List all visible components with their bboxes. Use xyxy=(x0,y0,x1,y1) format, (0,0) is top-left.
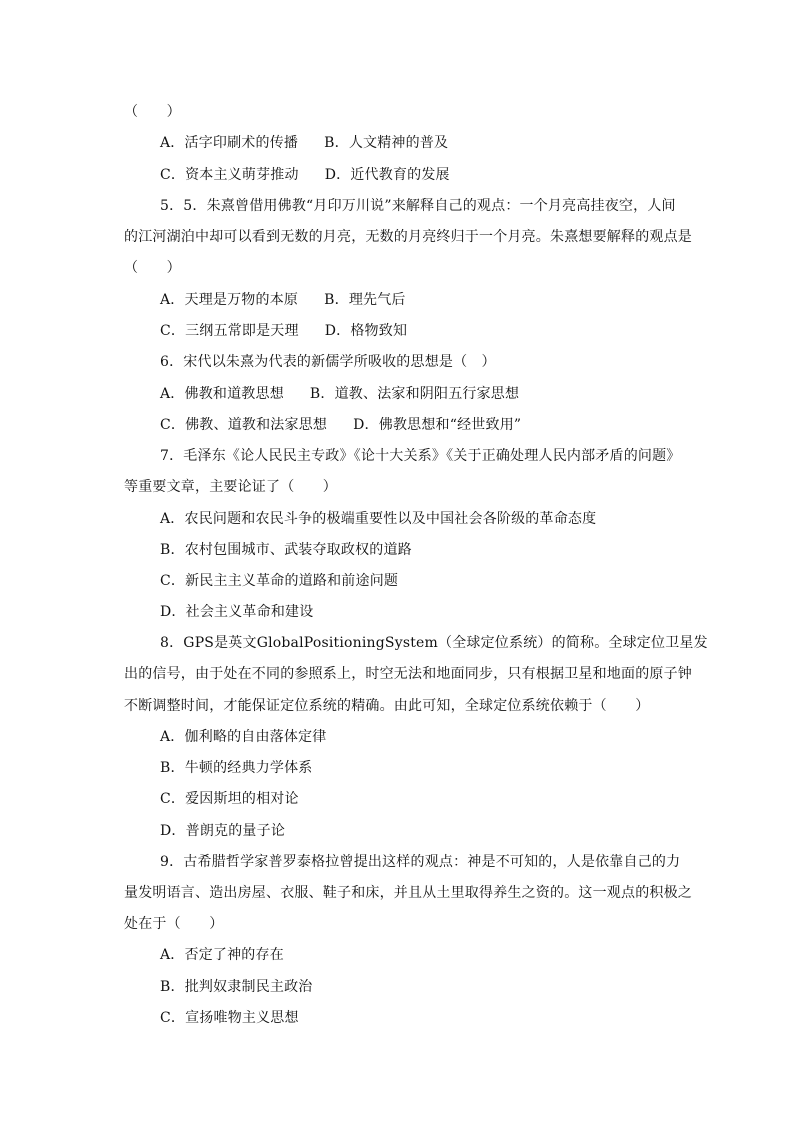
q4-option-b: B．人文精神的普及 xyxy=(324,135,449,151)
q6-option-b: B．道教、法家和阴阳五行家思想 xyxy=(309,386,520,402)
q5-options-row-2 xyxy=(160,321,407,341)
q8-option-a: A．伽利略的自由落体定律 xyxy=(160,729,327,745)
q8-stem-line-1: 8．GPS是英文GlobalPositioningSystem（全球定位系统）的简称。全球定位卫星发 xyxy=(160,635,708,651)
q5-stem-line-1: 5．5．朱熹曾借用佛教“月印万川说”来解释自己的观点：一个月亮高挂夜空，人间 xyxy=(160,198,676,214)
q4-option-d: D．近代教育的发展 xyxy=(324,167,450,183)
q8-option-c: C．爱因斯坦的相对论 xyxy=(160,791,299,807)
q4-option-c: C．资本主义萌芽推动 xyxy=(160,167,299,183)
q5-option-a: A．天理是万物的本原 xyxy=(160,292,299,308)
q6-option-c: C．佛教、道教和法家思想 xyxy=(160,417,328,433)
q9-stem-line-1: 9．古希腊哲学家普罗泰格拉曾提出这样的观点：神是不可知的，人是依靠自己的力 xyxy=(160,854,681,870)
q7-option-d: D．社会主义革命和建设 xyxy=(160,604,314,620)
q7-stem-line-2: 等重要文章，主要论证了（ ） xyxy=(124,479,337,495)
q7-stem-line-1: 7．毛泽东《论人民民主专政》《论十大关系》《关于正确处理人民内部矛盾的问题》 xyxy=(160,448,681,464)
q9-option-c: C．宣扬唯物主义思想 xyxy=(160,1010,299,1026)
q6-options-row-1 xyxy=(160,384,519,404)
q9-option-a: A．否定了神的存在 xyxy=(160,947,284,963)
q7-option-b: B．农村包围城市、武装夺取政权的道路 xyxy=(160,542,412,558)
q4-option-a: A．活字印刷术的传播 xyxy=(160,135,299,151)
q6-options-row-2 xyxy=(160,415,521,435)
q6-stem-line-1: 6．宋代以朱熹为代表的新儒学所吸收的思想是（ ） xyxy=(160,354,496,370)
q6-option-d: D．佛教思想和“经世致用” xyxy=(353,417,522,433)
q5-option-d: D．格物致知 xyxy=(324,323,408,339)
q5-option-c: C．三纲五常即是天理 xyxy=(160,323,299,339)
q7-option-c: C．新民主主义革命的道路和前途问题 xyxy=(160,573,399,589)
q8-stem-line-3: 不断调整时间，才能保证定位系统的精确。由此可知，全球定位系统依赖于（ ） xyxy=(124,698,650,714)
q9-stem-line-3: 处在于（ ） xyxy=(124,916,224,932)
q9-option-b: B．批判奴隶制民主政治 xyxy=(160,979,313,995)
q8-option-d: D．普朗克的量子论 xyxy=(160,823,286,839)
q8-stem-line-2: 出的信号，由于处在不同的参照系上，时空无法和地面同步，只有根据卫星和地面的原子钟 xyxy=(124,666,692,682)
q5-stem-line-3: （ ） xyxy=(124,260,181,276)
q4-options-row-1 xyxy=(160,133,448,153)
q6-option-a: A．佛教和道教思想 xyxy=(160,386,284,402)
q5-stem-line-2: 的江河湖泊中却可以看到无数的月亮，无数的月亮终归于一个月亮。朱熹想要解释的观点是 xyxy=(124,229,692,245)
q9-stem-line-2: 量发明语言、造出房屋、衣服、鞋子和床，并且从土里取得养生之资的。这一观点的积极之 xyxy=(124,885,692,901)
q5-options-row-1 xyxy=(160,290,406,310)
q5-option-b: B．理先气后 xyxy=(324,292,406,308)
q4-answer-bracket: （ ） xyxy=(124,104,181,120)
q4-options-row-2 xyxy=(160,165,450,185)
q8-option-b: B．牛顿的经典力学体系 xyxy=(160,760,313,776)
q7-option-a: A．农民问题和农民斗争的极端重要性以及中国社会各阶级的革命态度 xyxy=(160,511,597,527)
